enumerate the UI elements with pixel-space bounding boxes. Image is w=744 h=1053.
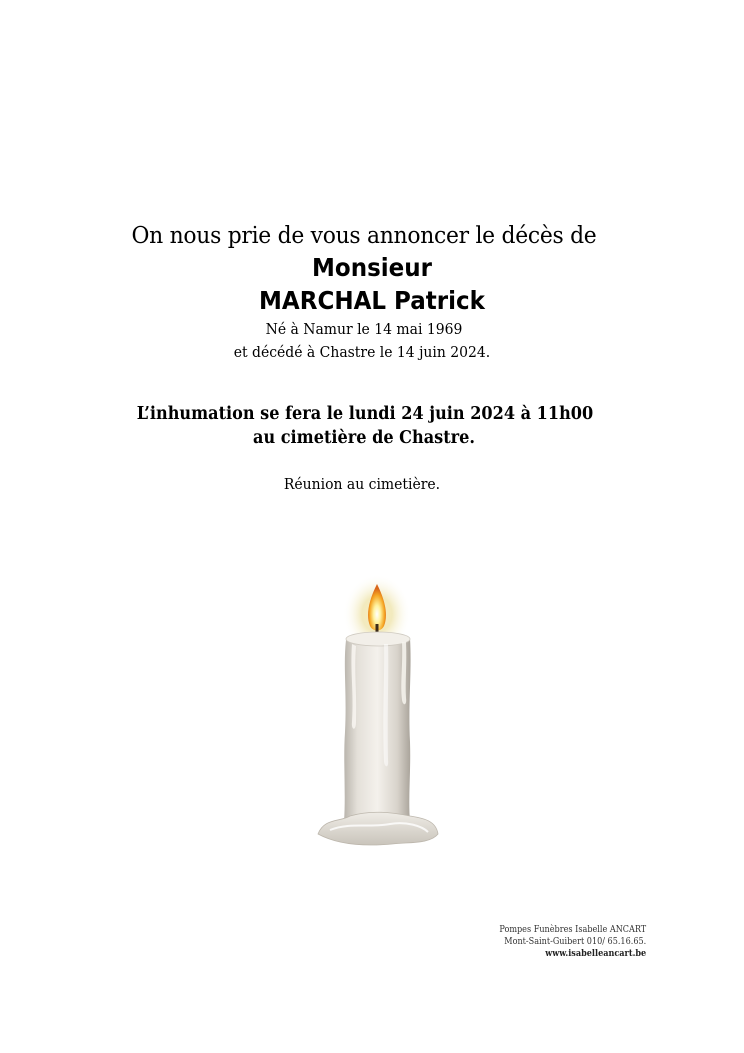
burial-location: au cimetière de Chastre. (253, 428, 475, 448)
announcement-intro: On nous prie de vous annoncer le décès de (131, 221, 597, 249)
funeral-home-website[interactable]: www.isabelleancart.be (545, 949, 646, 959)
deceased-title: Monsieur (312, 253, 432, 282)
candle-icon (310, 572, 445, 862)
death-info: et décédé à Chastre le 14 juin 2024. (233, 343, 491, 361)
deceased-name: MARCHAL Patrick (259, 286, 485, 315)
burial-details: L’inhumation se fera le lundi 24 juin 2024 à 11h00 (136, 404, 594, 424)
funeral-home-name: Pompes Funèbres Isabelle ANCART (499, 925, 646, 935)
funeral-home-footer (499, 924, 646, 960)
meeting-info: Réunion au cimetière. (283, 475, 441, 493)
funeral-home-contact: Mont-Saint-Guibert 010/ 65.16.65. (504, 937, 646, 947)
birth-info: Né à Namur le 14 mai 1969 (265, 320, 463, 338)
